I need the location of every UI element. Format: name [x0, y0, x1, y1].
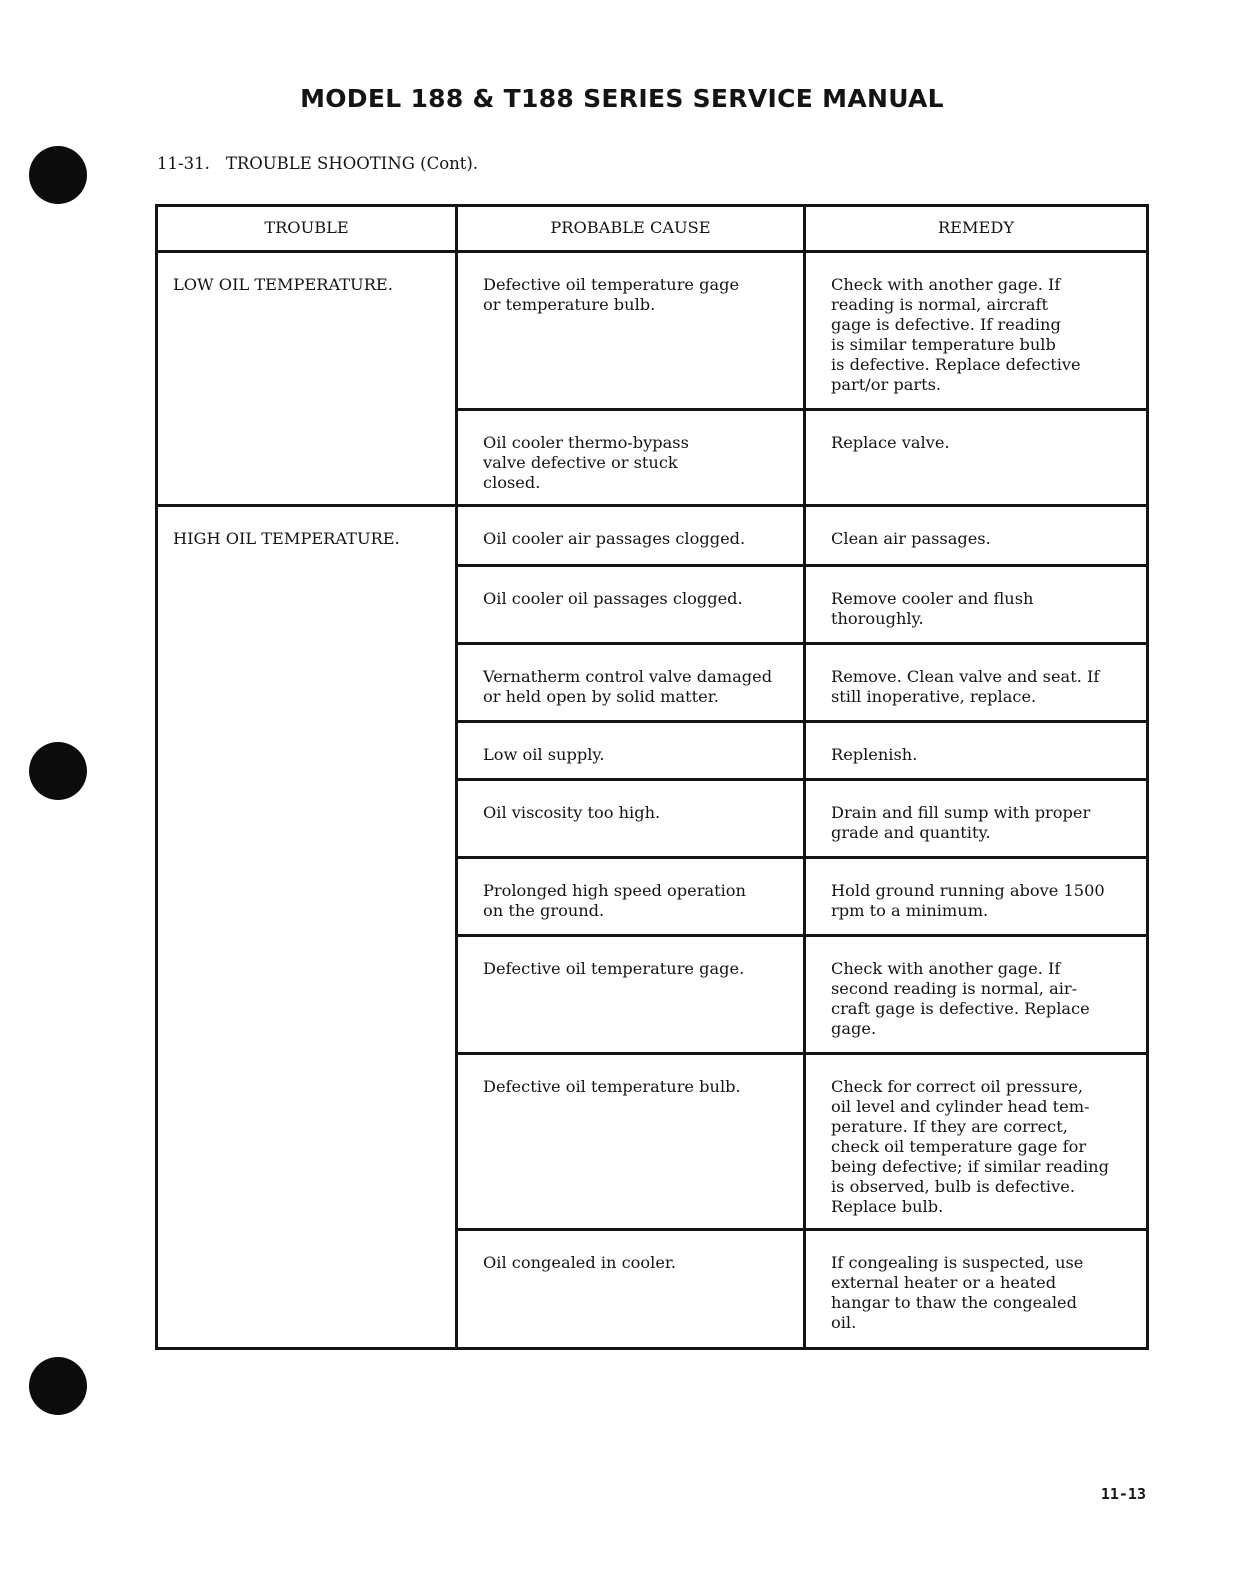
cause-cell: Defective oil temperature bulb. — [455, 1052, 806, 1231]
remedy-cell: Replenish. — [803, 720, 1149, 781]
section-heading — [157, 154, 478, 173]
page-title: MODEL 188 & T188 SERIES SERVICE MANUAL — [300, 84, 944, 113]
troubleshooting-table — [155, 204, 1149, 1350]
remedy-cell: Check for correct oil pressure, oil level and cylinder head tem- perature. If they are correct, check oil temperature gage for being defective; if similar reading is observed, bulb is defective. Replace bulb. — [803, 1052, 1149, 1231]
section-heading-text: TROUBLE SHOOTING (Cont). — [225, 154, 479, 173]
header-trouble: TROUBLE — [155, 204, 458, 253]
header-probable-cause: PROBABLE CAUSE — [455, 204, 806, 253]
trouble-high-oil-temperature: HIGH OIL TEMPERATURE. — [155, 504, 458, 1350]
cause-cell: Low oil supply. — [455, 720, 806, 781]
header-remedy: REMEDY — [803, 204, 1149, 253]
trouble-low-oil-temperature: LOW OIL TEMPERATURE. — [155, 250, 458, 507]
cause-cell: Defective oil temperature gage. — [455, 934, 806, 1055]
remedy-cell: Drain and fill sump with proper grade and quantity. — [803, 778, 1149, 859]
cause-cell: Oil cooler oil passages clogged. — [455, 564, 806, 645]
remedy-cell: Clean air passages. — [803, 504, 1149, 567]
cause-cell: Oil cooler air passages clogged. — [455, 504, 806, 567]
cause-cell: Oil congealed in cooler. — [455, 1228, 806, 1350]
cause-cell: Oil cooler thermo-bypass valve defective or stuck closed. — [455, 408, 806, 507]
binder-hole-bottom — [29, 1357, 87, 1415]
cause-cell: Oil viscosity too high. — [455, 778, 806, 859]
binder-hole-top — [29, 146, 87, 204]
remedy-cell: Remove. Clean valve and seat. If still inoperative, replace. — [803, 642, 1149, 723]
remedy-cell: If congealing is suspected, use external heater or a heated hangar to thaw the congealed oil. — [803, 1228, 1149, 1350]
cause-cell: Prolonged high speed operation on the ground. — [455, 856, 806, 937]
page-number: 11-13 — [1100, 1485, 1146, 1503]
remedy-cell: Check with another gage. If reading is normal, aircraft gage is defective. If reading is similar temperature bulb is defective. Replace defective part/or parts. — [803, 250, 1149, 411]
cause-cell: Vernatherm control valve damaged or held open by solid matter. — [455, 642, 806, 723]
binder-hole-middle — [29, 742, 87, 800]
remedy-cell: Remove cooler and flush thoroughly. — [803, 564, 1149, 645]
remedy-cell: Replace valve. — [803, 408, 1149, 507]
remedy-cell: Check with another gage. If second reading is normal, air- craft gage is defective. Replace gage. — [803, 934, 1149, 1055]
remedy-cell: Hold ground running above 1500 rpm to a minimum. — [803, 856, 1149, 937]
section-number: 11-31. — [157, 154, 210, 173]
cause-cell: Defective oil temperature gage or temperature bulb. — [455, 250, 806, 411]
